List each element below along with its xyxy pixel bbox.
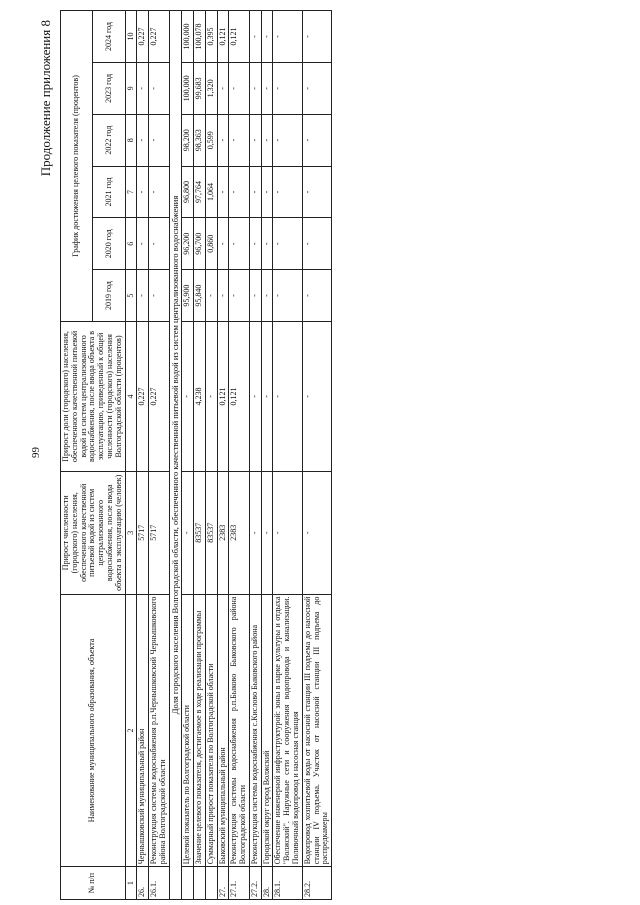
row-name: Целевой показатель по Волгоградской области [182, 594, 194, 867]
share-growth: - [182, 321, 194, 471]
year-value: - [249, 63, 261, 115]
year-value: - [302, 270, 331, 322]
year-value: - [137, 218, 149, 270]
year-value: 96,800 [182, 166, 194, 218]
population-growth: - [302, 471, 331, 594]
col-index: 5 [125, 270, 137, 322]
header-share: Прирост доли (городского) населения, обеспеченного качественной питьевой водой из систем централизованного водоснабжения, после ввода объекта в эксплуатацию, приведенный к общей численности (городского) населения Волгоградской области (процентов) [61, 321, 126, 471]
row-number [193, 867, 205, 900]
row-name: Реконструкция системы водоснабжения р.п.Быково Быковского района Волгоградской области [229, 594, 250, 867]
table-row [261, 11, 273, 900]
year-value: 0,395 [205, 11, 217, 63]
year-value: - [273, 218, 302, 270]
indicator-table [60, 10, 332, 900]
share-growth: 4,238 [193, 321, 205, 471]
row-number: 26. [137, 867, 149, 900]
year-value: - [149, 114, 170, 166]
year-value: - [149, 270, 170, 322]
year-value: - [229, 166, 250, 218]
year-value: - [302, 114, 331, 166]
year-value: - [149, 218, 170, 270]
table-row [149, 11, 170, 900]
year-value: - [302, 166, 331, 218]
year-value: 1,064 [205, 166, 217, 218]
year-value: - [302, 218, 331, 270]
header-year: 2023 год [93, 63, 125, 115]
year-value: - [249, 270, 261, 322]
year-value: - [217, 114, 229, 166]
year-value: - [217, 270, 229, 322]
year-value: 0,860 [205, 218, 217, 270]
year-value: - [229, 63, 250, 115]
year-value: - [261, 63, 273, 115]
year-value: - [273, 270, 302, 322]
year-value: - [137, 63, 149, 115]
population-growth: 2383 [217, 471, 229, 594]
col-index: 4 [125, 321, 137, 471]
year-value: - [261, 270, 273, 322]
year-value: 95,900 [182, 270, 194, 322]
row-number: 27.1. [229, 867, 250, 900]
year-value: - [249, 218, 261, 270]
row-number [205, 867, 217, 900]
table-row [137, 11, 149, 900]
year-value: - [217, 218, 229, 270]
table-row [217, 11, 229, 900]
header-year: 2020 год [93, 218, 125, 270]
row-name: Реконструкция системы водоснабжения с.Кислово Быковского района [249, 594, 261, 867]
year-value: - [229, 270, 250, 322]
year-value: - [302, 63, 331, 115]
header-year: 2019 год [93, 270, 125, 322]
table-row [302, 11, 331, 900]
year-value: - [302, 11, 331, 63]
year-value: - [205, 270, 217, 322]
col-index: 2 [125, 594, 137, 867]
share-growth: - [249, 321, 261, 471]
row-name: Чернышковский муниципальный район [137, 594, 149, 867]
year-value: - [229, 114, 250, 166]
year-value: - [273, 11, 302, 63]
row-name: Городской округ город Волжский [261, 594, 273, 867]
table-row [193, 11, 205, 900]
row-number: 28.1. [273, 867, 302, 900]
year-value: 95,840 [193, 270, 205, 322]
section-row [169, 11, 181, 900]
year-value: 0,121 [217, 11, 229, 63]
year-value: 96,700 [193, 218, 205, 270]
header-growth: Прирост численности (городского) населения, обеспеченного качественной питьевой водой из систем централизованного водоснабжения, после ввода объекта в эксплуатацию (человек) [61, 471, 126, 594]
year-value: 0,121 [229, 11, 250, 63]
year-value: - [229, 218, 250, 270]
population-growth: 2383 [229, 471, 250, 594]
population-growth: - [261, 471, 273, 594]
year-value: - [261, 166, 273, 218]
population-growth: 83537 [193, 471, 205, 594]
header-year: 2024 год [93, 11, 125, 63]
table-row [205, 11, 217, 900]
table-body [137, 11, 332, 900]
table-row [229, 11, 250, 900]
row-name: Быковский муниципальный район [217, 594, 229, 867]
year-value: - [217, 63, 229, 115]
year-value: - [137, 114, 149, 166]
year-value: 96,200 [182, 218, 194, 270]
year-value: - [261, 11, 273, 63]
share-growth: 0,227 [137, 321, 149, 471]
row-number: 27.2. [249, 867, 261, 900]
year-value: 0,227 [149, 11, 170, 63]
population-growth: - [273, 471, 302, 594]
share-growth: 0,121 [217, 321, 229, 471]
year-value: 100,000 [182, 11, 194, 63]
share-growth: 0,121 [229, 321, 250, 471]
table-row [182, 11, 194, 900]
row-name: Обеспечение инженерной инфраструктурой: зоны в парке культуры и отдыха "Волжский". Наружные сети и сооружения водопровода и канализации. Поливочный водопровод и насосная станция [273, 594, 302, 867]
year-value: - [137, 166, 149, 218]
year-value: - [273, 166, 302, 218]
continuation-title: Продолжение приложения 8 [38, 20, 53, 177]
section-title: Доля городского населения Волгоградской области, обеспеченного качественной питьевой водой из систем централизованного водоснабжения [169, 11, 181, 900]
header-year: 2021 год [93, 166, 125, 218]
year-value: 100,078 [193, 11, 205, 63]
population-growth: 5717 [137, 471, 149, 594]
year-value: 99,683 [193, 63, 205, 115]
row-number: 28. [261, 867, 273, 900]
row-name: Реконструкция системы водоснабжения р.п.Чернышковский Чернышковского района Волгоградской области [149, 594, 170, 867]
col-index: 6 [125, 218, 137, 270]
year-value: 0,227 [137, 11, 149, 63]
row-number [182, 867, 194, 900]
year-value: - [273, 63, 302, 115]
col-index: 9 [125, 63, 137, 115]
year-value: 98,200 [182, 114, 194, 166]
row-number: 28.2. [302, 867, 331, 900]
year-value: - [149, 63, 170, 115]
year-value: - [137, 270, 149, 322]
year-value: - [249, 11, 261, 63]
row-number: 27. [217, 867, 229, 900]
col-index: 10 [125, 11, 137, 63]
population-growth: 83537 [205, 471, 217, 594]
share-growth: - [302, 321, 331, 471]
year-value: 97,764 [193, 166, 205, 218]
year-value: - [249, 166, 261, 218]
header-name: Наименование муниципального образования, объекта [61, 594, 126, 867]
year-value: - [249, 114, 261, 166]
header-year: 2022 год [93, 114, 125, 166]
share-growth: 0,227 [149, 321, 170, 471]
row-name: Значение целевого показателя, достигаемое в ходе реализации программы [193, 594, 205, 867]
col-index: 3 [125, 471, 137, 594]
page-number: 99 [30, 447, 42, 458]
share-growth: - [273, 321, 302, 471]
table-row [273, 11, 302, 900]
table-row [249, 11, 261, 900]
population-growth: - [249, 471, 261, 594]
year-value: - [261, 218, 273, 270]
share-growth: - [205, 321, 217, 471]
share-growth: - [261, 321, 273, 471]
header-schedule: График достижения целевого показателя (процентов) [61, 11, 93, 322]
row-name: Водопровод хозпитьевой воды от насосной станции III подъема до насосной станции IV подъема. Участок от насосной станции III подъема до распредкамеры [302, 594, 331, 867]
year-value: - [149, 166, 170, 218]
row-name: Суммарный прирост показателя по Волгоградской области [205, 594, 217, 867]
year-value: 1,320 [205, 63, 217, 115]
year-value: 0,599 [205, 114, 217, 166]
year-value: - [273, 114, 302, 166]
col-index: 1 [125, 867, 137, 900]
year-value: 100,000 [182, 63, 194, 115]
population-growth: 5717 [149, 471, 170, 594]
row-number: 26.1. [149, 867, 170, 900]
col-index: 7 [125, 166, 137, 218]
year-value: - [261, 114, 273, 166]
header-no: № п/п [61, 867, 126, 900]
col-index: 8 [125, 114, 137, 166]
year-value: 98,363 [193, 114, 205, 166]
year-value: - [217, 166, 229, 218]
population-growth: - [182, 471, 194, 594]
